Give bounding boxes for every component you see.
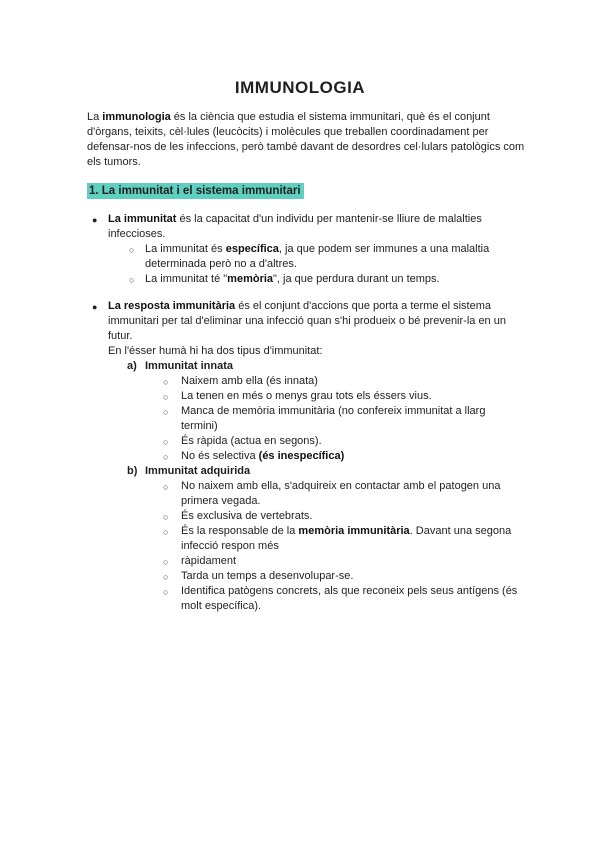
innate-item-5: [181, 449, 344, 464]
bullet1-sub1-bold: específica: [225, 243, 279, 255]
intro-post: és la ciència que estudia el sistema immunitari, què és el conjunt d'òrgans, teixits, cèl·lules (leucòcits) i molècules que treballen coordinadament per defensar-nos de les infeccions, però també davant de desordres cel·lulars patològics com els tumors.: [87, 111, 525, 168]
acquired-item-6-cont: molt específica).: [181, 600, 262, 612]
circle-bullet-icon: ○: [163, 452, 169, 462]
bullet2-line4: En l'ésser humà hi ha dos tipus d'immunitat:: [108, 345, 323, 357]
circle-bullet-icon: ○: [163, 557, 169, 567]
circle-bullet-icon: ○: [163, 527, 169, 537]
circle-bullet-icon: ○: [163, 512, 169, 522]
innate-item-1: Naixem amb ella (és innata): [181, 375, 318, 387]
acquired-item-5: Tarda un temps a desenvolupar-se.: [181, 570, 354, 582]
acquired-item-2: És exclusiva de vertebrats.: [181, 510, 313, 522]
acquired-item-3-pre: És la responsable de la: [181, 525, 299, 537]
circle-bullet-icon: ○: [163, 572, 169, 582]
bullet1-bold-term: La immunitat: [108, 213, 177, 225]
bullet2-line1-text: és el conjunt d'accions que porta a terme el sistema: [235, 300, 492, 312]
circle-bullet-icon: ○: [163, 482, 169, 492]
innate-item-2: La tenen en més o menys grau tots els éssers vius.: [181, 390, 432, 402]
bullet2-line3: futur.: [108, 330, 133, 342]
acquired-item-3-cont: infecció respon més: [181, 540, 279, 552]
circle-bullet-icon: ○: [163, 437, 169, 447]
acquired-item-3: [181, 524, 511, 539]
bullet1-sub2-pre: La immunitat té ": [145, 273, 228, 285]
bullet1-sub1-pre: La immunitat és: [145, 243, 226, 255]
circle-bullet-icon: ○: [163, 392, 169, 402]
bullet1-sub1-line2: determinada però no a d'altres.: [145, 258, 297, 270]
innate-item-3-cont: termini): [181, 420, 218, 432]
bullet2-line2: immunitari per tal d'eliminar una infecció quan s'hi produeix o bé prevenir-la en un: [108, 315, 506, 327]
circle-bullet-icon: ○: [163, 587, 169, 597]
acquired-item-4: ràpidament: [181, 555, 237, 567]
bullet1-line1-text: és la capacitat d'un individu per mantenir-se lliure de malalties: [176, 213, 482, 225]
bullet1-sub2-post: ", ja que perdura durant un temps.: [273, 273, 440, 285]
innate-label: Immunitat innata: [145, 360, 234, 372]
bullet-dot-icon: ●: [92, 302, 98, 312]
circle-bullet-icon: ○: [163, 407, 169, 417]
acquired-item-1: No naixem amb ella, s'adquireix en contactar amb el patogen una: [181, 480, 501, 492]
innate-item-5-text: No és selectiva: [181, 450, 259, 462]
acquired-item-1-cont: primera vegada.: [181, 495, 261, 507]
acquired-item-3-bold: memòria immunitària: [298, 525, 410, 537]
intro-pre: La: [87, 111, 103, 123]
innate-item-3: Manca de memòria immunitària (no confereix immunitat a llarg: [181, 405, 486, 417]
bullet1-line2: infeccioses.: [108, 228, 166, 240]
intro-paragraph: [87, 110, 527, 170]
circle-bullet-icon: ○: [163, 377, 169, 387]
bullet1-sub1-line1: [145, 242, 489, 257]
bullet2-bold-term: La resposta immunitària: [108, 300, 236, 312]
bullet1-sub2-bold: memòria: [227, 273, 274, 285]
bullet1-sub2: [145, 272, 440, 287]
section-heading-1: 1. La immunitat i el sistema immunitari: [87, 183, 304, 199]
innate-item-4: És ràpida (actua en segons).: [181, 435, 322, 447]
circle-bullet-icon: ○: [129, 245, 135, 255]
bullet1-line1: [108, 212, 482, 227]
bullet1-sub1-post: , ja que podem ser immunes a una malaltia: [278, 243, 490, 255]
innate-item-5-bold: (és inespecífica): [258, 450, 345, 462]
bullet2-line1: [108, 299, 491, 314]
acquired-item-3-post: . Davant una segona: [409, 525, 512, 537]
innate-marker: a): [127, 360, 137, 372]
acquired-item-6: Identifica patògens concrets, als que reconeix pels seus antígens (és: [181, 585, 518, 597]
acquired-label: Immunitat adquirida: [145, 465, 251, 477]
acquired-marker: b): [127, 465, 138, 477]
bullet-dot-icon: ●: [92, 215, 98, 225]
circle-bullet-icon: ○: [129, 275, 135, 285]
intro-bold-term: immunologia: [102, 111, 171, 123]
page-title: IMMUNOLOGIA: [234, 78, 366, 97]
